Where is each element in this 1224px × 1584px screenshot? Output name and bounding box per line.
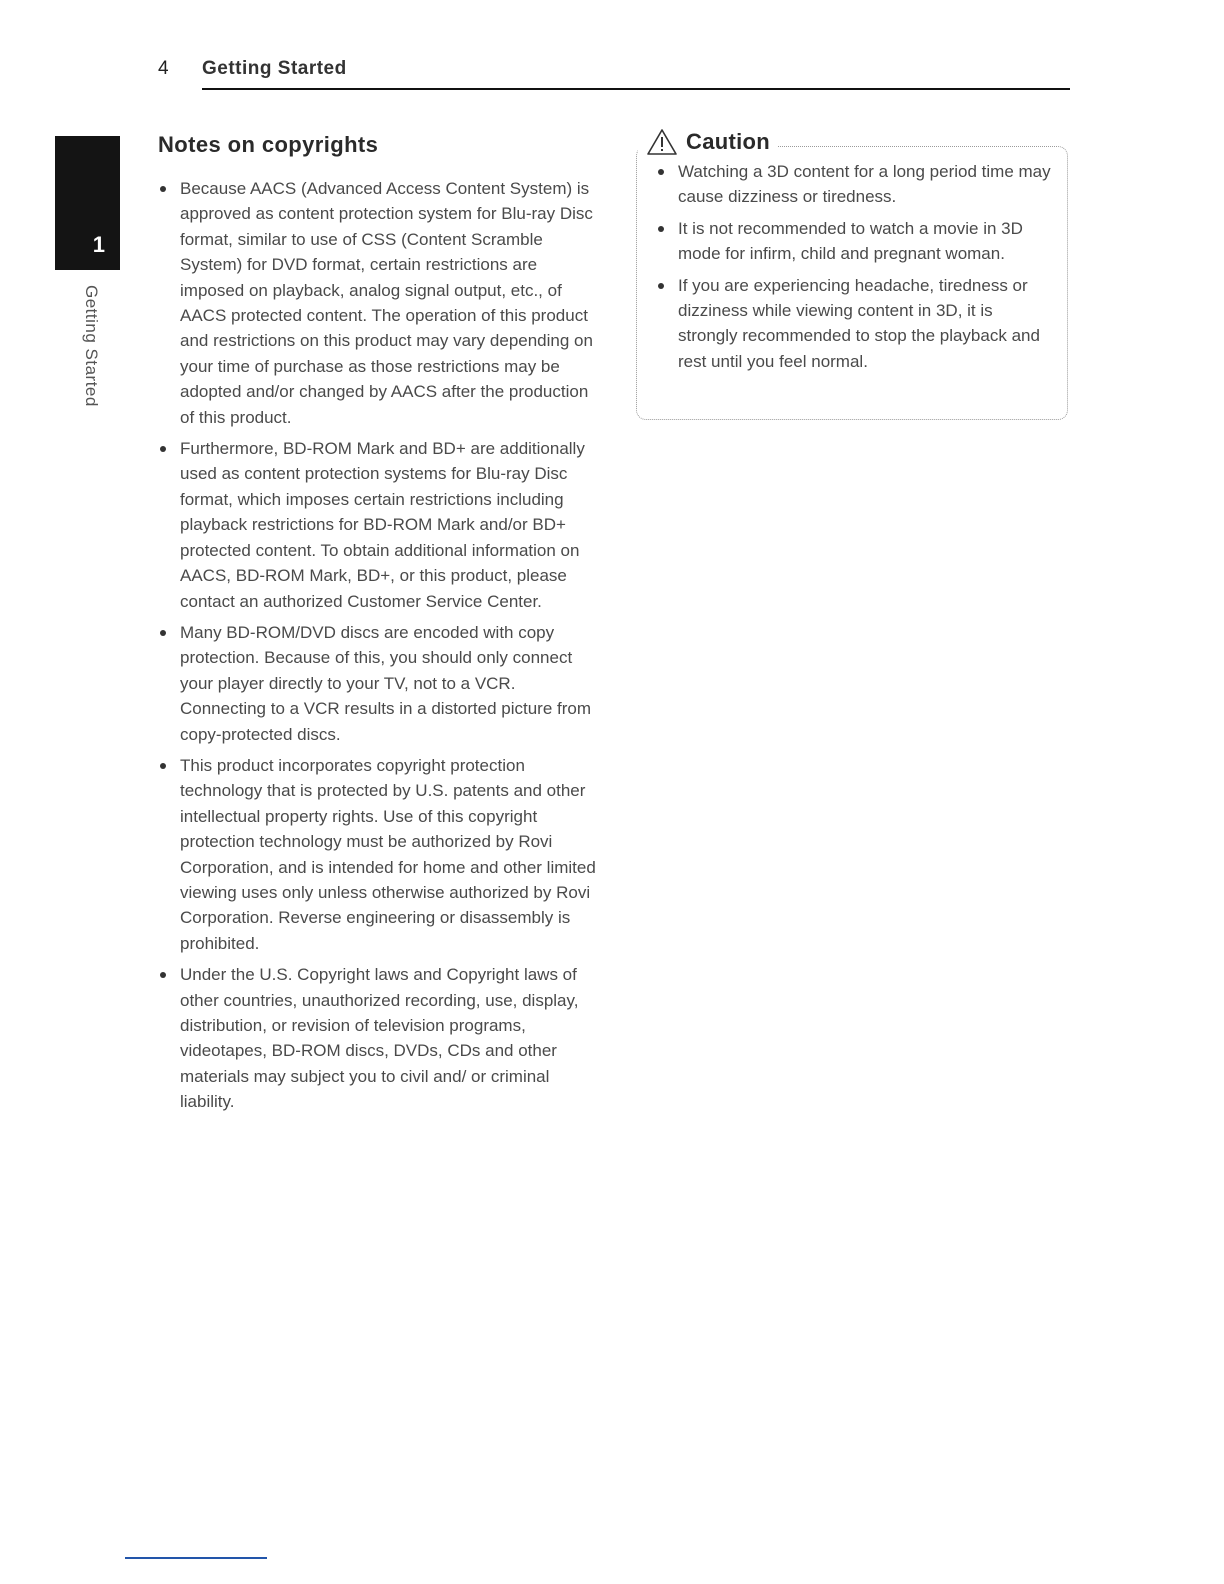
notes-item [158, 620, 598, 747]
notes-item-text: Many BD-ROM/DVD discs are encoded with copy protection. Because of this, you should only connect your player directly to your TV, not to a VCR. Connecting to a VCR results in a distorted picture from copy-protected discs. [180, 622, 592, 744]
caution-list [656, 159, 1056, 380]
bullet-icon [160, 630, 166, 636]
header-rule [202, 88, 1070, 90]
chapter-side-label-text: Getting Started [82, 285, 101, 407]
caution-item-text: It is not recommended to watch a movie in 3D mode for infirm, child and pregnant woman. [678, 218, 1023, 264]
caution-item [656, 159, 1056, 210]
notes-item-text: This product incorporates copyright protection technology that is protected by U.S. patents and other intellectual property rights. Use of this copyright protection technology must be authorized by Rovi Corporation, and is intended for home and other limited viewing uses only unless otherwise authorized by Rovi Corporation. Reverse engineering or disassembly is prohibited. [180, 755, 596, 953]
chapter-tab [55, 136, 120, 270]
page-number: 4 [158, 58, 169, 79]
caution-item [656, 273, 1056, 375]
page-header [158, 56, 1070, 90]
bullet-icon [658, 226, 664, 232]
notes-item-text: Because AACS (Advanced Access Content System) is approved as content protection system for Blu-ray Disc format, similar to use of CSS (Content Scramble System) for DVD format, certain restrictions are imposed on playback, analog signal output, etc., of AACS protected content. The operation of this product and restrictions on this product may vary depending on your time of purchase as those restrictions may be adopted and/or changed by AACS after the production of this product. [180, 179, 593, 427]
notes-item [158, 176, 598, 430]
chapter-side-label [81, 285, 101, 435]
notes-item [158, 962, 598, 1114]
warning-triangle-icon [646, 128, 678, 156]
section-title: Getting Started [202, 58, 347, 79]
caution-item [656, 216, 1056, 267]
chapter-number: 1 [92, 232, 105, 257]
caution-header [638, 124, 778, 160]
bullet-icon [160, 763, 166, 769]
caution-title: Caution [686, 129, 770, 154]
notes-item [158, 436, 598, 614]
bullet-icon [658, 169, 664, 175]
notes-heading: Notes on copyrights [158, 132, 379, 157]
footer-rule [125, 1557, 267, 1559]
bullet-icon [160, 186, 166, 192]
notes-list [158, 176, 598, 1115]
caution-item-text: If you are experiencing headache, tiredness or dizziness while viewing content in 3D, it is strongly recommended to stop the playback and rest until you feel normal. [678, 275, 1040, 371]
caution-item-text: Watching a 3D content for a long period time may cause dizziness or tiredness. [678, 162, 1051, 207]
bullet-icon [160, 972, 166, 978]
notes-item-text: Furthermore, BD-ROM Mark and BD+ are additionally used as content protection systems for Blu-ray Disc format, which imposes certain restrictions including playback restrictions for BD-ROM Mark and/or BD+ protected content. To obtain additional information on AACS, BD-ROM Mark, BD+, or this product, please contact an authorized Customer Service Center. [180, 439, 585, 611]
notes-item-text: Under the U.S. Copyright laws and Copyright laws of other countries, unauthorized recording, use, display, distribution, or revision of television programs, videotapes, BD-ROM discs, DVDs, CDs and other materials may subject you to civil and/ or criminal liability. [180, 965, 579, 1112]
bullet-icon [658, 283, 664, 289]
bullet-icon [160, 446, 166, 452]
notes-item [158, 753, 598, 956]
notes-section [158, 132, 598, 1121]
